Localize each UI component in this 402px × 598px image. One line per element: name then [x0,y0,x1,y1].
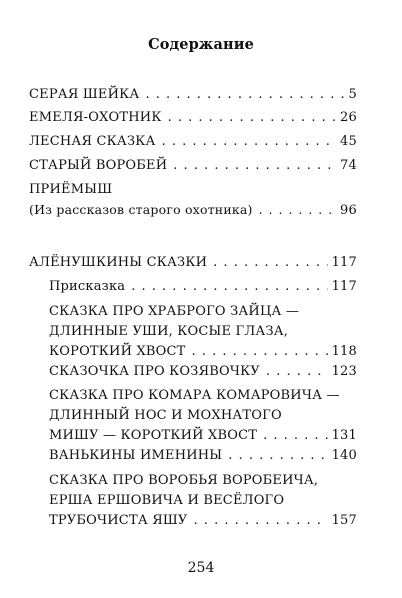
toc-entry-title-cont: ТРУБОЧИСТА ЯШУ [49,513,188,528]
toc-line [49,277,357,297]
toc-entry [29,180,357,221]
toc-entry-title: СТАРЫЙ ВОРОБЕЙ [29,158,168,173]
page-title: Содержание [148,36,254,53]
toc-line [29,132,357,152]
toc-entry-page: 131 [331,428,357,443]
toc-entry [29,85,357,105]
toc-line [49,342,357,362]
toc-entry-title: АЛЁНУШКИНЫ СКАЗКИ [29,255,208,270]
leader-dots [259,200,336,220]
toc-line [29,85,357,105]
toc-entry-page: 140 [331,448,357,463]
toc-entry [49,471,357,531]
toc-entry-page: 118 [331,344,357,359]
toc-entry [49,446,357,466]
leader-dots [162,132,336,152]
leader-dots [173,156,336,176]
toc-entry-title: СЕРАЯ ШЕЙКА [29,87,140,102]
toc-entry-title: ПРИЁМЫШ [29,182,113,197]
toc-line [29,156,357,176]
leader-dots [168,108,336,128]
toc-entry-page: 117 [331,255,357,270]
toc-entry-page: 123 [331,364,357,379]
toc-entry-subtitle: (Из рассказов старого охотника) [29,202,253,217]
toc-entry-title-cont: КОРОТКИЙ ХВОСТ [49,344,186,359]
toc-entry [29,132,357,152]
toc-entry-page: 157 [331,513,357,528]
leader-dots [192,342,328,362]
leader-dots [228,446,327,466]
page-number: 254 [187,560,215,576]
toc-entry-title: СКАЗКА ПРО ВОРОБЬЯ ВОРОБЕИЧА, [49,473,319,488]
toc-entry [49,302,357,362]
toc-entry-title-cont: МИШУ — КОРОТКИЙ ХВОСТ [49,428,258,443]
toc-line [29,200,357,221]
toc-entry-title: ЕМЕЛЯ-ОХОТНИК [29,110,162,125]
leader-dots [266,362,328,382]
toc-entry-title-cont: ЕРША ЕРШОВИЧА И ВЕСЁЛОГО [49,493,285,508]
toc-line [29,108,357,128]
toc-entry [29,108,357,128]
toc-line [29,253,357,273]
toc-entry-page: 96 [340,203,357,218]
toc-entry-title: ВАНЬКИНЫ ИМЕНИНЫ [49,448,223,463]
toc-entry-page: 117 [331,279,357,294]
toc-entry-title: СКАЗОЧКА ПРО КОЗЯВОЧКУ [49,364,261,379]
toc-entry [29,253,357,273]
toc-entry-page: 5 [348,87,357,102]
toc-entry-page: 74 [340,158,357,173]
toc-entry-title: СКАЗКА ПРО КОМАРА КОМАРОВИЧА — [49,388,340,403]
toc-entry [49,362,357,382]
toc-entry [49,386,357,446]
toc-line [49,362,357,382]
toc-entry-title: ЛЕСНАЯ СКАЗКА [29,134,156,149]
toc-line [49,446,357,466]
toc-entry-page: 26 [340,110,357,125]
leader-dots [263,426,327,446]
toc-entry-title: СКАЗКА ПРО ХРАБРОГО ЗАЙЦА — [49,304,300,319]
leader-dots [213,253,327,273]
toc-entry-title-cont: ДЛИННЫЙ НОС И МОХНАТОГО [49,408,282,423]
toc-entry-title-cont: ДЛИННЫЕ УШИ, КОСЫЕ ГЛАЗА, [49,324,289,339]
leader-dots [194,511,328,531]
toc-entry-title: Присказка [49,279,126,294]
toc-entry [49,277,357,297]
leader-dots [131,277,327,297]
toc-entry [29,156,357,176]
toc-entry-page: 45 [340,134,357,149]
toc-line [49,426,357,446]
toc-line [49,511,357,531]
leader-dots [145,85,344,105]
